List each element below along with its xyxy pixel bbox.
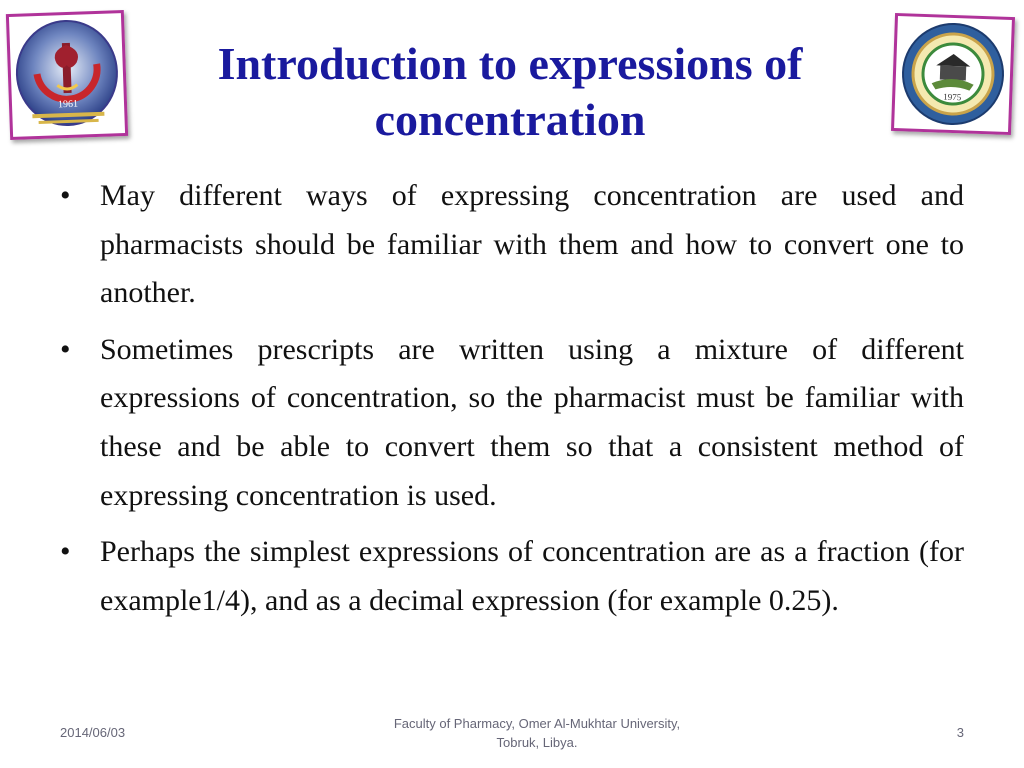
footer-institution: [337, 714, 737, 752]
slide-title-line1: Introduction to expressions of: [217, 38, 803, 89]
bullet-item: [60, 528, 964, 625]
bullet-marker: •: [60, 332, 71, 366]
footer-institution-line1: Faculty of Pharmacy, Omer Al-Mukhtar University,: [393, 716, 681, 731]
bullet-marker: •: [60, 535, 71, 569]
bullet-text: May different ways of expressing concentration are used and pharmacists should be familiar with them and how to convert one to another.: [100, 179, 964, 310]
slide-title-line2: concentration: [374, 94, 646, 145]
bullet-item: [60, 172, 964, 318]
university-logo: [891, 13, 1015, 135]
bullet-text: Sometimes prescripts are written using a mixture of different expressions of concentration, so the pharmacist must be familiar with these and be able to convert them so that a consistent method of expressing concentration is used.: [100, 332, 964, 512]
bullet-item: [60, 326, 964, 520]
slide-title: [135, 36, 885, 148]
bullet-marker: •: [60, 179, 71, 212]
university-seal-icon: [894, 16, 1012, 132]
pharmacy-faculty-seal-icon: [9, 13, 125, 137]
faculty-logo: [6, 10, 128, 140]
page-number: 3: [956, 725, 964, 740]
bullet-text: Perhaps the simplest expressions of concentration are as a fraction (for example1/4), and as a decimal expression (for example 0.25).: [100, 535, 964, 617]
right-seal-year: 1975: [943, 91, 962, 103]
footer-date: 2014/06/03: [60, 725, 126, 740]
footer-institution-line2: Tobruk, Libya.: [496, 735, 578, 750]
bullet-list: [60, 172, 964, 633]
left-seal-year: 1961: [57, 98, 79, 111]
